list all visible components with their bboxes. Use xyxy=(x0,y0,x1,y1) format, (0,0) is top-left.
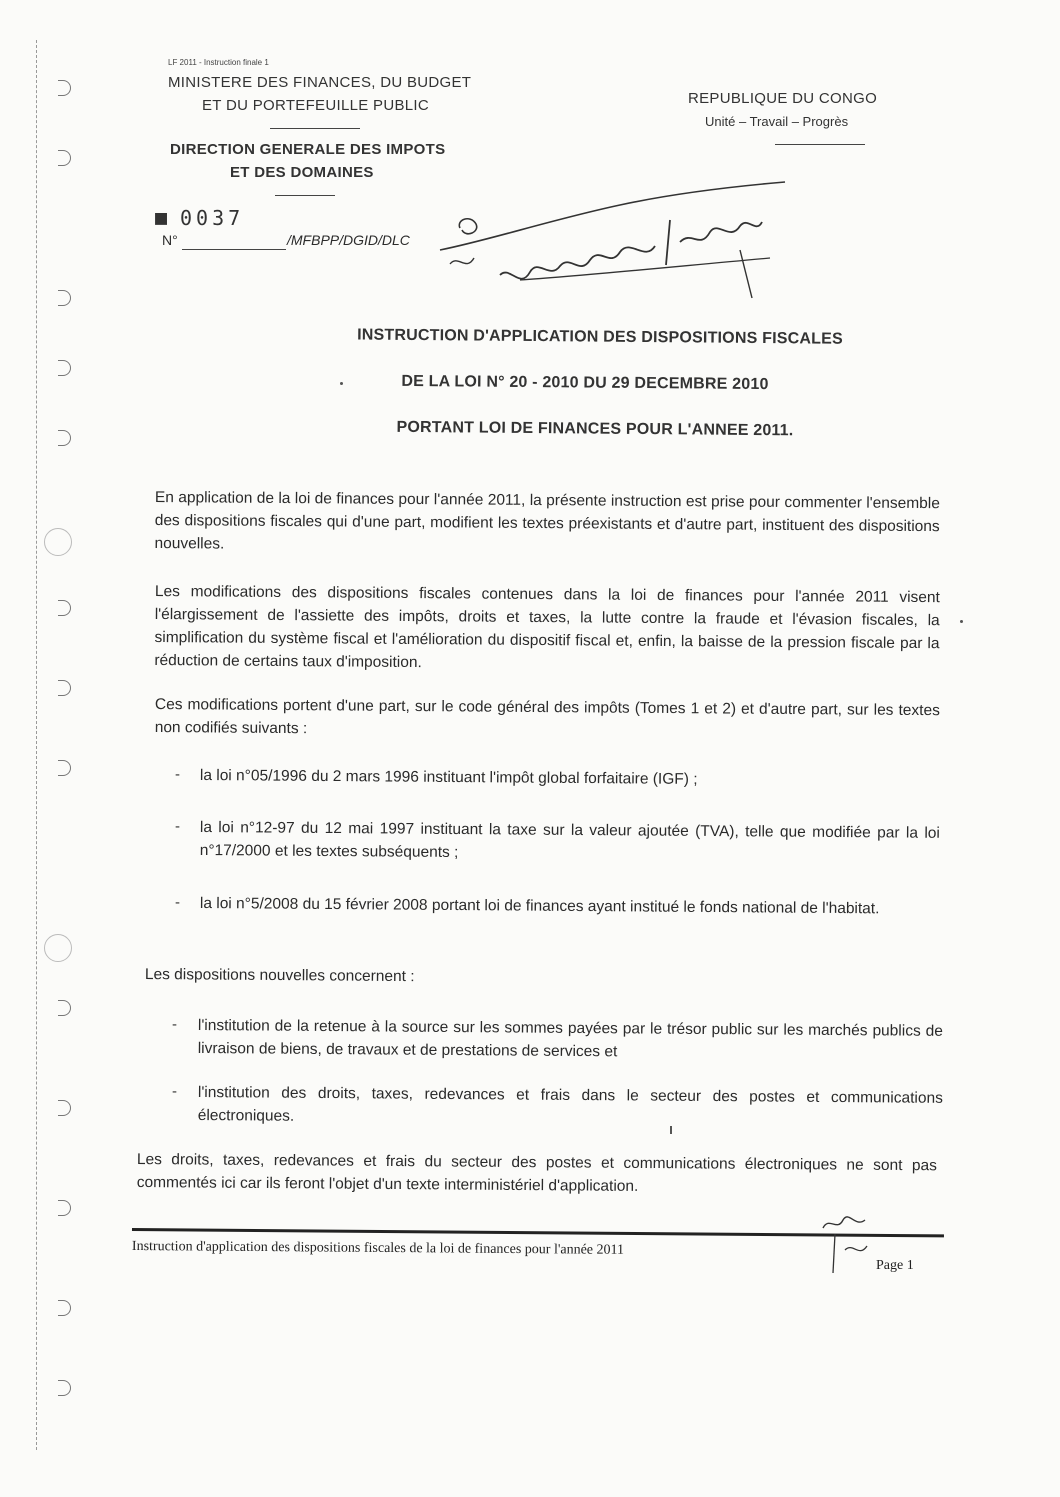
punch-hole xyxy=(58,1200,71,1216)
punch-hole xyxy=(58,1000,71,1016)
list-item-habitat: la loi n°5/2008 du 15 février 2008 portant loi de finances ayant institué le fonds national de l'habitat. xyxy=(199,894,880,918)
punch-hole xyxy=(58,290,71,306)
title-line3: PORTANT LOI DE FINANCES POUR L'ANNEE 2011. xyxy=(396,418,794,440)
number-prefix: N° xyxy=(162,232,178,248)
punch-hole xyxy=(58,600,71,616)
number-stamp: 0037 xyxy=(180,206,245,230)
list-item-retenue: l'institution de la retenue à la source sur les sommes payées par le trésor public sur les marchés publics de livraison de biens, de travaux et de prestations de services et xyxy=(197,1016,943,1061)
title-line2: DE LA LOI N° 20 - 2010 DU 29 DECEMBRE 2010 xyxy=(401,372,769,394)
paragraph-intro: En application de la loi de finances pour l'année 2011, la présente instruction est prise pour commenter l'ensemble des dispositions fiscales qui d'une part, modifient les textes préexistants et d'autre part, instituent des dispositions nouvelles. xyxy=(154,488,940,553)
divider xyxy=(270,128,360,129)
paragraph-new-provisions: Les dispositions nouvelles concernent : xyxy=(144,965,415,986)
initials xyxy=(815,1198,875,1278)
bullet-dash: - xyxy=(175,818,180,835)
divider xyxy=(775,144,865,145)
number-suffix: /MFBPP/DGID/DLC xyxy=(287,232,410,248)
punch-hole xyxy=(58,1300,71,1316)
binding-line xyxy=(36,40,37,1450)
national-motto: Unité – Travail – Progrès xyxy=(705,114,849,129)
direction-line1: DIRECTION GENERALE DES IMPOTS xyxy=(170,141,446,158)
paragraph-closing: Les droits, taxes, redevances et frais du secteur des postes et communications électroniques ne sont pas commentés ici car ils feront l'objet d'un texte interministériel d'application. xyxy=(136,1150,937,1195)
scan-speck xyxy=(670,1126,672,1134)
punch-hole xyxy=(58,150,71,166)
bullet-dash: - xyxy=(172,1083,177,1100)
number-blank xyxy=(182,249,286,250)
punch-hole xyxy=(58,680,71,696)
paragraph-modifications: Les modifications des dispositions fiscales contenues dans la loi de finances pour l'année 2011 visent l'élargissement de l'assiette des impôts, droits et taxes, la lutte contre la fraude et l'évasion fiscales, la simplification du système fiscal et l'amélioration du dispositif fiscal et, enfin, la baisse de la pression fiscale par la réduction de certains taux d'imposition. xyxy=(154,582,940,672)
ministry-line2: ET DU PORTEFEUILLE PUBLIC xyxy=(202,97,430,114)
binding-margin xyxy=(0,0,95,1497)
signature xyxy=(430,180,790,310)
list-item-postes: l'institution des droits, taxes, redevances et frais dans le secteur des postes et communications électroniques. xyxy=(197,1083,943,1125)
scan-speck xyxy=(340,382,343,385)
punch-hole xyxy=(58,80,71,96)
title-line1: INSTRUCTION D'APPLICATION DES DISPOSITIONS FISCALES xyxy=(357,326,843,348)
number-stamp-mark: ■ xyxy=(155,205,168,229)
bullet-dash: - xyxy=(172,1016,177,1033)
punch-hole xyxy=(58,760,71,776)
punch-hole xyxy=(58,1380,71,1396)
ring-hole xyxy=(44,528,72,556)
ministry-line1: MINISTERE DES FINANCES, DU BUDGET xyxy=(168,74,472,91)
ring-hole xyxy=(44,934,72,962)
divider xyxy=(275,195,335,196)
scan-speck xyxy=(960,620,963,623)
bullet-dash: - xyxy=(175,894,180,911)
paragraph-scope: Ces modifications portent d'une part, sur le code général des impôts (Tomes 1 et 2) et d'autre part, sur les textes non codifiés suivants : xyxy=(154,695,940,738)
list-item-tva: la loi n°12-97 du 12 mai 1997 instituant la taxe sur la valeur ajoutée (TVA), telle que modifiée par la loi n°17/2000 et les textes subséquents ; xyxy=(199,818,940,862)
page-number: Page 1 xyxy=(876,1258,914,1273)
list-item-igf: la loi n°05/1996 du 2 mars 1996 instituant l'impôt global forfaitaire (IGF) ; xyxy=(199,766,698,788)
bullet-dash: - xyxy=(175,766,180,783)
republic-name: REPUBLIQUE DU CONGO xyxy=(688,90,878,107)
direction-line2: ET DES DOMAINES xyxy=(230,164,374,181)
punch-hole xyxy=(58,1100,71,1116)
footer-text: Instruction d'application des dispositions fiscales de la loi de finances pour l'année 2011 xyxy=(131,1239,625,1258)
ref-small: LF 2011 - Instruction finale 1 xyxy=(168,58,269,67)
